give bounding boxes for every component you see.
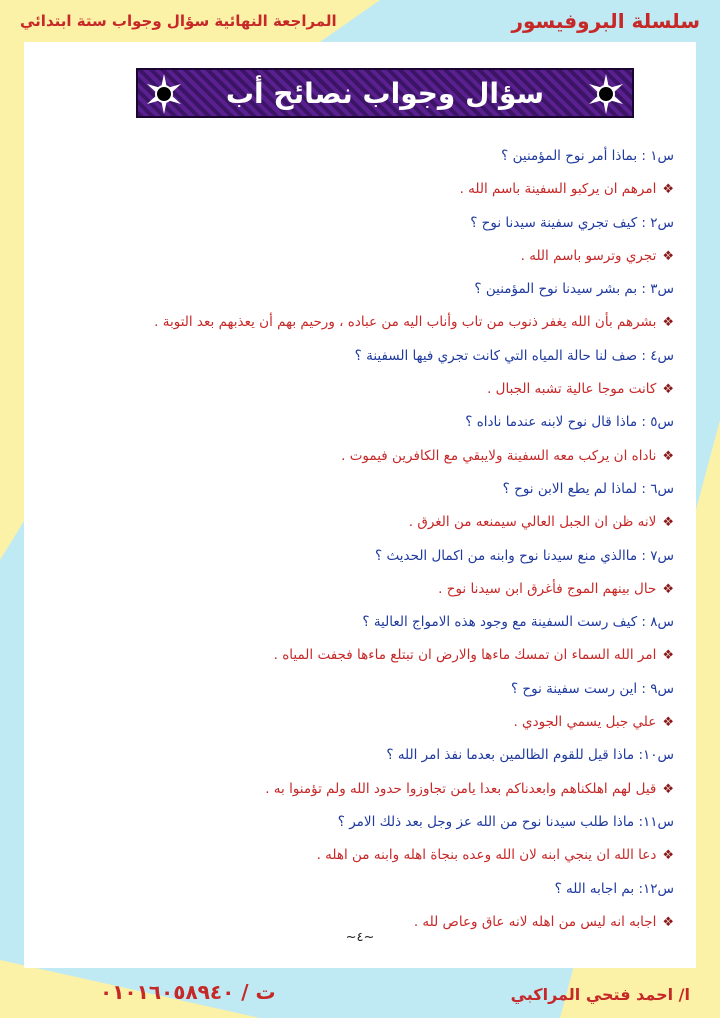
diamond-bullet-icon: ❖ (662, 515, 674, 531)
question-item (74, 540, 674, 573)
qa-list (74, 140, 674, 939)
answer-text: قيل لهم اهلكناهم وابعدناكم بعدا يامن تجاوزوا حدود الله ولم تؤمنوا به . (265, 780, 657, 797)
answer-text: بشرهم بأن الله يغفر ذنوب من تاب وأناب اليه من عباده ، ورحيم بهم أن يعذبهم بعد التوبة . (154, 314, 657, 331)
series-title: سلسلة البروفيسور (511, 9, 700, 33)
diamond-bullet-icon: ❖ (662, 315, 674, 331)
question-text: س٦ : لماذا لم يطع الابن نوح ؟ (502, 480, 674, 497)
answer-item (74, 240, 674, 273)
answer-item (74, 839, 674, 872)
diamond-bullet-icon: ❖ (662, 781, 674, 797)
header-subtitle: المراجعة النهائية سؤال وجواب ستة ابتدائي (20, 12, 337, 30)
diamond-bullet-icon: ❖ (662, 914, 674, 930)
title-banner (136, 68, 634, 118)
answer-item (74, 373, 674, 406)
question-item (74, 340, 674, 373)
diamond-bullet-icon: ❖ (662, 715, 674, 731)
answer-text: تجري وترسو باسم الله . (520, 247, 657, 264)
question-item (74, 806, 674, 839)
question-item (74, 739, 674, 772)
question-text: س١١: ماذا طلب سيدنا نوح من الله عز وجل بعد ذلك الامر ؟ (337, 813, 674, 830)
question-text: س٩ : اين رست سفينة نوح ؟ (510, 680, 674, 697)
phone-number: ت / ٠١٠١٦٠٥٨٩٤٠ (100, 980, 276, 1004)
author-name: ا/ احمد فتحي المراكبي (510, 985, 690, 1004)
diamond-bullet-icon: ❖ (662, 248, 674, 264)
answer-text: ناداه ان يركب معه السفينة ولايبقي مع الكافرين فيموت . (341, 447, 657, 464)
diamond-bullet-icon: ❖ (662, 448, 674, 464)
answer-item (74, 506, 674, 539)
sun-ornament-icon (144, 74, 184, 114)
question-item (74, 606, 674, 639)
answer-item (74, 706, 674, 739)
question-text: س٧ : ماالذي منع سيدنا نوح وابنه من اكمال الحديث ؟ (375, 547, 674, 564)
answer-text: لانه ظن ان الجبل العالي سيمنعه من الغرق . (408, 514, 657, 531)
question-text: س١ : بماذا أمر نوح المؤمنين ؟ (501, 148, 674, 164)
question-text: س٤ : صف لنا حالة المياه التي كانت تجري فيها السفينة ؟ (354, 347, 674, 364)
answer-text: كانت موجا عالية تشبه الجبال . (487, 381, 657, 398)
answer-text: علي جبل يسمي الجودي . (513, 714, 657, 731)
page-number: ~٤~ (345, 930, 375, 945)
question-text: س١٢: بم اجابه الله ؟ (554, 880, 674, 897)
question-item (74, 273, 674, 306)
question-item (74, 873, 674, 906)
diamond-bullet-icon: ❖ (662, 581, 674, 597)
question-text: س٥ : ماذا قال نوح لابنه عندما ناداه ؟ (465, 414, 674, 431)
question-text: س٢ : كيف تجري سفينة سيدنا نوح ؟ (470, 214, 674, 231)
question-item (74, 140, 674, 173)
question-text: س٣ : بم بشر سيدنا نوح المؤمنين ؟ (474, 281, 674, 298)
sun-ornament-icon (586, 74, 626, 114)
answer-item (74, 306, 674, 339)
answer-text: امرهم ان يركبو السفينة باسم الله . (459, 181, 657, 198)
answer-item (74, 773, 674, 806)
banner-title: سؤال وجواب نصائح أب (225, 76, 545, 110)
answer-item (74, 173, 674, 206)
diamond-bullet-icon: ❖ (662, 382, 674, 398)
question-text: س١٠: ماذا قيل للقوم الظالمين بعدما نفذ امر الله ؟ (386, 747, 674, 764)
question-item (74, 406, 674, 439)
answer-text: امر الله السماء ان تمسك ماءها والارض ان تبتلع ماءها فجفت المياه . (273, 647, 657, 664)
answer-text: اجابه انه ليس من اهله لانه عاق وعاص لله . (413, 913, 657, 930)
diamond-bullet-icon: ❖ (662, 182, 674, 198)
diamond-bullet-icon: ❖ (662, 648, 674, 664)
question-text: س٨ : كيف رست السفينة مع وجود هذه الامواج العالية ؟ (362, 614, 674, 631)
question-item (74, 673, 674, 706)
question-item (74, 473, 674, 506)
answer-item (74, 440, 674, 473)
answer-item (74, 573, 674, 606)
answer-text: دعا الله ان ينجي ابنه لان الله وعده بنجاة اهله وابنه من اهله . (316, 847, 657, 864)
answer-text: حال بينهم الموج فأغرق ابن سيدنا نوح . (438, 580, 657, 597)
question-item (74, 207, 674, 240)
diamond-bullet-icon: ❖ (662, 848, 674, 864)
answer-item (74, 639, 674, 672)
